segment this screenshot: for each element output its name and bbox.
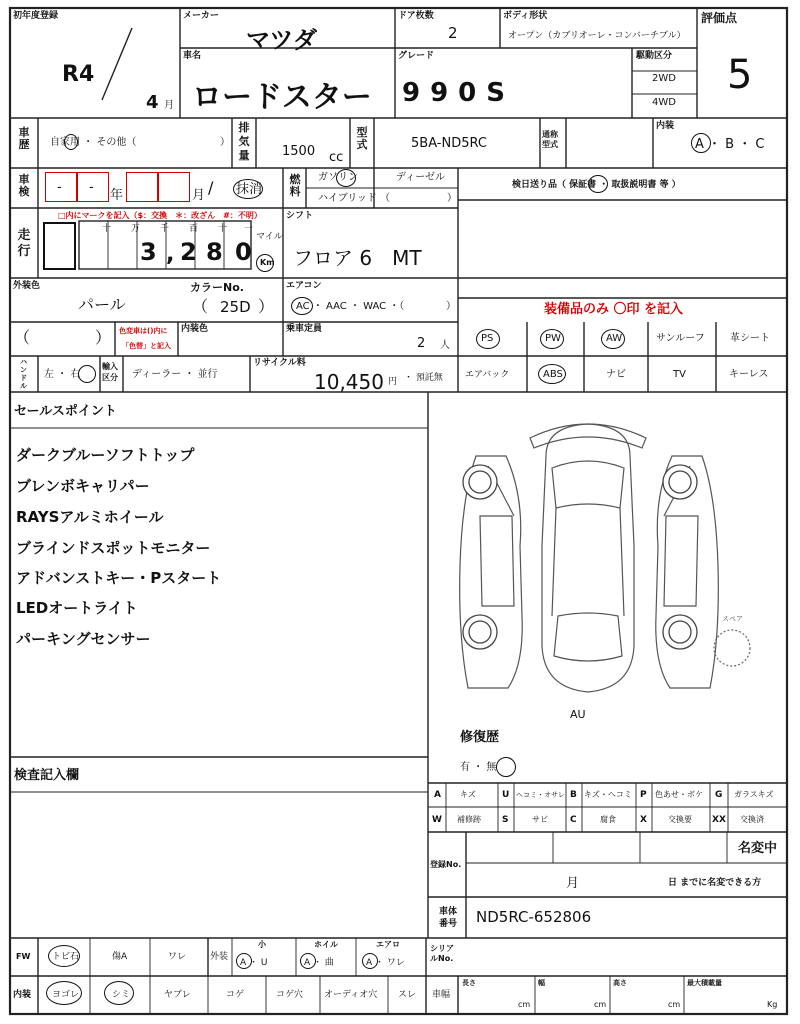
dimensions-label: 車幅: [432, 990, 451, 1000]
interior-cond-label: 内装: [13, 990, 32, 1000]
equip-ps-mark: [476, 329, 500, 349]
dim-load-label: 最大積載量: [687, 979, 722, 987]
history-value: 自家用 ・ その他（: [50, 137, 137, 148]
equip-leather: 革シート: [730, 333, 770, 344]
body-type-value: オープン（カブリオーレ・コンバーチブル）: [508, 31, 686, 41]
legend-text: 交換済: [740, 815, 764, 824]
legend-text: 補修跡: [457, 815, 481, 824]
legend-text: 色あせ・ボケ: [655, 790, 703, 799]
vin-label: 車体番号: [438, 907, 457, 929]
recycle-unit: 円: [388, 377, 398, 387]
legend-text: キズ・ヘコミ: [584, 790, 632, 799]
legend-code: A: [434, 790, 441, 800]
exterior-wheel-options: A ・ 曲: [304, 958, 334, 968]
fuel-gasoline: ガソリン: [318, 172, 358, 183]
interior-grade-label: 内装: [656, 121, 675, 131]
dim-length-label: 長さ: [462, 979, 476, 987]
equip-sunroof: サンルーフ: [656, 333, 705, 344]
mileage-digit-0: 0: [235, 238, 252, 266]
mileage-unit-2: 千: [160, 224, 170, 234]
reg-no-label: 登録No.: [430, 860, 462, 869]
handle-mark: [78, 365, 96, 383]
name-change-day-text: 日 までに名変できる方: [668, 878, 762, 888]
maker-label: メーカー: [183, 11, 219, 21]
legend-code: B: [570, 790, 577, 800]
shift-label: シフト: [286, 211, 314, 221]
dim-length-unit: cm: [518, 1000, 531, 1009]
recycle-label: リサイクル料: [253, 358, 306, 368]
car-diagram: [428, 396, 788, 726]
color-change-note-1: 色変車は()内に: [119, 327, 168, 335]
grade-value: 990S: [402, 78, 515, 108]
interior-cond-burn: コゲ: [226, 990, 245, 1000]
legend-code: S: [502, 815, 509, 825]
aircon-value: AC ・ AAC ・ WAC ・（: [296, 301, 405, 312]
legend-code: P: [640, 790, 647, 800]
fw-chip-mark: [48, 945, 80, 967]
dim-width-label: 幅: [538, 979, 545, 987]
color-change-close: ）: [95, 328, 112, 347]
exterior-wheel-mark: [300, 953, 316, 969]
fuel-label: 燃料: [289, 173, 301, 198]
legend-code: W: [432, 815, 442, 825]
inspection-expired-mark: [233, 179, 263, 199]
legend-code: U: [502, 790, 510, 800]
recycle-deposit: ・ 預託無: [404, 373, 443, 383]
fuel-gasoline-mark: [336, 169, 356, 187]
mileage-unit-5: 一: [244, 224, 254, 234]
diagram-au-label: AU: [570, 708, 586, 721]
name-change-month-unit: 月: [566, 876, 580, 891]
displacement-label: 排気量: [238, 121, 250, 162]
inspection-dash-1: -: [57, 180, 62, 195]
drive-2wd: 2WD: [652, 73, 676, 84]
handle-value: 左 ・ 右: [44, 369, 81, 380]
fw-label: FW: [16, 952, 31, 961]
legend-text: 交換要: [668, 815, 692, 824]
inspection-month-box-2: [158, 172, 190, 202]
interior-cond-wear: スレ: [398, 990, 417, 1000]
repair-none-mark: [496, 757, 516, 777]
interior-cond-tear: ヤブレ: [164, 990, 191, 1000]
aircon-close: ）: [446, 301, 456, 312]
recycle-value: 10,450: [314, 370, 384, 394]
equip-aw-mark: [601, 329, 625, 349]
equip-abs-mark: [538, 364, 566, 384]
mileage-unit-4: 十: [218, 224, 228, 234]
capacity-value: 2: [417, 336, 426, 351]
equip-pw: PW: [545, 333, 561, 344]
maker-value: マツダ: [246, 26, 318, 54]
dim-height-unit: cm: [668, 1000, 681, 1009]
auction-sheet: 初年度登録 R4 4 月 メーカー マツダ 車名 ロードスター ドア枚数 2 ボディ形状 オープン（カブリオーレ・コンバーチブル） グレード 990S 駆動区分 2WD 4WD 評価点 5 車歴 自家用 ・ その他（ ） 排気量 1500 cc 型式 5BA-ND5RC 通称型式 内装 A ・ B ・ C 車検 - - 年 月 / 抹消 燃料 ガソリン ディーゼル ハイブリッド （ ） 検日送り品（ 保証書 ・ 取扱説明書 等 ） 走行 □内にマークを記入（$：交換 ＊：改ざん #：不明） 十 万 千 百 十 一 3 , 2 8 0 マイル Km シフト フロア 6 MT 外装色 パール カラーNo. （ 25D ） エアコン AC ・ AAC ・ WAC ・（ ） 装備品のみ 〇印 を記入 （ ） 色変車は()内に 「色替」と記入 内装色 乗車定員 2 人 PS PW AW サンルーフ 革シート ハンドル 左 ・ 右 輸入区分 ディーラー ・ 並行 リサイクル料 10,450 円 ・ 預託無 エアバック ABS ナビ TV キーレス セールスポイント ダークブルーソフトトップ ブレンボキャリパー RAYSアルミホイール ブラインドスポットモニター アドバンストキー・Pスタート LEDオートライト パーキングセンサー 検査記入欄 AU スペア 修復歴 有 ・ 無 A キズ U ヘコミ・オサレ B キズ・ヘコミ P 色あせ・ボケ G ガラスキズ W 補修跡 S サビ C 腐食 X 交換要 XX 交換済 登録No. 名変中 月 日 までに名変できる方 車体番号 ND5RC-652806 FW トビ石 傷A ワレ 外装 小 A ・ U ホイル A ・ 曲 エアロ A ・ ワレ シリアルNo. 内装 ヨゴレ シミ ヤブレ コゲ コゲ穴 オーディオ穴 スレ 車幅 長さ cm 幅 cm 高さ cm 最大積載量 Kg: [0, 0, 800, 1024]
inspection-month-unit: 月: [192, 188, 206, 203]
legend-code: XX: [712, 815, 726, 825]
fuel-diesel: ディーゼル: [396, 172, 445, 183]
legend-text: 腐食: [600, 815, 616, 824]
exterior-wheel-label: ホイル: [314, 940, 338, 949]
interior-dirt-mark: [46, 981, 82, 1005]
fuel-other-open: （: [380, 193, 390, 204]
capacity-unit: 人: [440, 340, 450, 351]
mileage-unit-1: 万: [131, 224, 141, 234]
diagram-spare-label: スペア: [722, 615, 743, 623]
exterior-color-value: パール: [78, 295, 126, 314]
repair-options: 有 ・ 無: [460, 762, 497, 773]
inspection-label: 車検: [18, 173, 30, 198]
import-label: 輸入区分: [102, 362, 118, 382]
mileage-label: 走行: [17, 228, 31, 259]
inspection-year-unit: 年: [110, 188, 124, 203]
repair-label: 修復歴: [460, 730, 500, 745]
interior-grade-mark: [691, 133, 711, 153]
interior-cond-audio-hole: オーディオ穴: [324, 990, 378, 1000]
mileage-unit-3: 百: [189, 224, 199, 234]
sales-point-item: RAYSアルミホイール: [16, 508, 164, 526]
docs-value: 検日送り品（ 保証書 ・ 取扱説明書 等 ）: [512, 180, 681, 190]
mileage-km-label: Km: [260, 258, 275, 267]
doors-value: 2: [448, 24, 458, 42]
doors-label: ドア枚数: [398, 11, 434, 21]
body-type-label: ボディ形状: [503, 11, 548, 21]
registration-month: 4: [146, 92, 159, 113]
inspector-notes-label: 検査記入欄: [14, 768, 80, 783]
aircon-label: エアコン: [286, 281, 322, 291]
mileage-unit-0: 十: [102, 224, 112, 234]
color-change-open: （: [14, 328, 31, 347]
interior-stain-mark: [104, 981, 134, 1005]
sales-point-item: ブレンボキャリパー: [16, 477, 150, 495]
displacement-value: 1500: [282, 144, 316, 159]
sales-point-item: LEDオートライト: [16, 599, 138, 617]
exterior-label: 外装: [210, 952, 229, 962]
mileage-note: □内にマークを記入（$：交換 ＊：改ざん #：不明）: [58, 211, 262, 220]
legend-text: ガラスキズ: [734, 790, 774, 799]
aircon-mark: [291, 297, 313, 315]
inspection-month-box-1: [126, 172, 158, 202]
drive-4wd: 4WD: [652, 97, 676, 108]
equip-keyless: キーレス: [729, 369, 769, 380]
interior-color-label: 内装色: [181, 324, 209, 334]
interior-cond-stain: シミ: [112, 990, 131, 1000]
exterior-color-label: 外装色: [13, 281, 41, 291]
equipment-header: 装備品のみ 〇印 を記入: [544, 302, 684, 317]
displacement-unit: cc: [329, 150, 344, 165]
model-value: 5BA-ND5RC: [411, 136, 487, 151]
history-mark: [64, 134, 78, 150]
mileage-mark-box: [43, 222, 76, 270]
sales-point-item: ブラインドスポットモニター: [16, 539, 211, 557]
equip-airbag: エアバック: [465, 370, 510, 380]
mileage-comma: ,: [166, 242, 175, 267]
vin-value: ND5RC-652806: [476, 908, 592, 926]
serial-label: シリアルNo.: [430, 944, 454, 963]
legend-text: キズ: [460, 790, 476, 799]
mileage-mile-label: マイル: [256, 232, 283, 242]
mileage-km-mark: [256, 254, 274, 272]
dim-height-label: 高さ: [613, 979, 627, 987]
registration-month-unit: 月: [164, 100, 174, 111]
grade-label: グレード: [398, 51, 435, 61]
sales-point-item: パーキングセンサー: [16, 630, 151, 648]
inspection-expired: 抹消: [236, 182, 263, 197]
exterior-aero-options: A ・ ワレ: [366, 958, 405, 968]
inspection-slash: /: [208, 178, 214, 197]
interior-grade-options: A ・ B ・ C: [695, 137, 765, 152]
common-model-label: 通称型式: [542, 130, 558, 149]
car-name-value: ロードスター: [192, 80, 372, 115]
legend-code: G: [715, 790, 723, 800]
legend-code: C: [570, 815, 577, 825]
dim-width-unit: cm: [594, 1000, 607, 1009]
legend-text: サビ: [532, 815, 548, 824]
fw-item-scratch: 傷A: [112, 952, 128, 962]
fw-item-chip: トビ石: [52, 952, 80, 962]
import-value: ディーラー ・ 並行: [132, 369, 218, 380]
fuel-hybrid: ハイブリッド: [318, 193, 377, 204]
equip-navi: ナビ: [606, 369, 626, 380]
sales-point-item: アドバンストキー・Pスタート: [16, 569, 222, 587]
history-close: ）: [220, 137, 230, 148]
evaluation-score: 5: [727, 52, 753, 98]
fw-item-crack: ワレ: [168, 952, 187, 962]
interior-cond-dirt: ヨゴレ: [52, 990, 80, 1000]
equip-pw-mark: [540, 329, 564, 349]
color-no-label: カラーNo.: [190, 281, 244, 294]
model-label: 型式: [356, 126, 368, 151]
drive-label: 駆動区分: [636, 51, 673, 61]
exterior-small-mark: [236, 953, 252, 969]
color-no-value: 25D: [220, 298, 251, 316]
registration-label: 初年度登録: [13, 11, 59, 21]
legend-code: X: [640, 815, 647, 825]
exterior-aero-mark: [362, 953, 378, 969]
exterior-small-label: 小: [258, 940, 266, 949]
docs-mark: [588, 175, 608, 193]
car-name-label: 車名: [183, 51, 202, 61]
handle-label: ハンドル: [20, 358, 27, 390]
shift-value: フロア 6 MT: [293, 246, 422, 270]
equip-abs: ABS: [543, 369, 563, 380]
interior-cond-burn-hole: コゲ穴: [276, 990, 304, 1000]
inspection-dash-2: -: [89, 180, 94, 195]
mileage-digit-2: 2: [180, 238, 197, 266]
capacity-label: 乗車定員: [286, 324, 323, 334]
sales-point-item: ダークブルーソフトトップ: [16, 446, 195, 464]
name-change-status: 名変中: [738, 841, 778, 856]
equip-ps: PS: [481, 333, 494, 344]
legend-text: ヘコミ・オサレ: [516, 791, 565, 799]
mileage-digit-8: 8: [206, 238, 223, 266]
mileage-digit-3: 3: [140, 238, 157, 266]
exterior-aero-label: エアロ: [376, 940, 400, 949]
dim-load-unit: Kg: [767, 1000, 778, 1009]
fuel-other-close: ）: [447, 193, 457, 204]
registration-year: R4: [62, 62, 95, 87]
equip-tv: TV: [673, 369, 686, 380]
exterior-small-options: A ・ U: [240, 958, 268, 968]
color-change-note-2: 「色替」と記入: [122, 342, 171, 350]
sales-points-label: セールスポイント: [14, 404, 117, 419]
history-label: 車歴: [18, 126, 30, 151]
equip-aw: AW: [606, 333, 623, 344]
evaluation-label: 評価点: [701, 11, 738, 25]
